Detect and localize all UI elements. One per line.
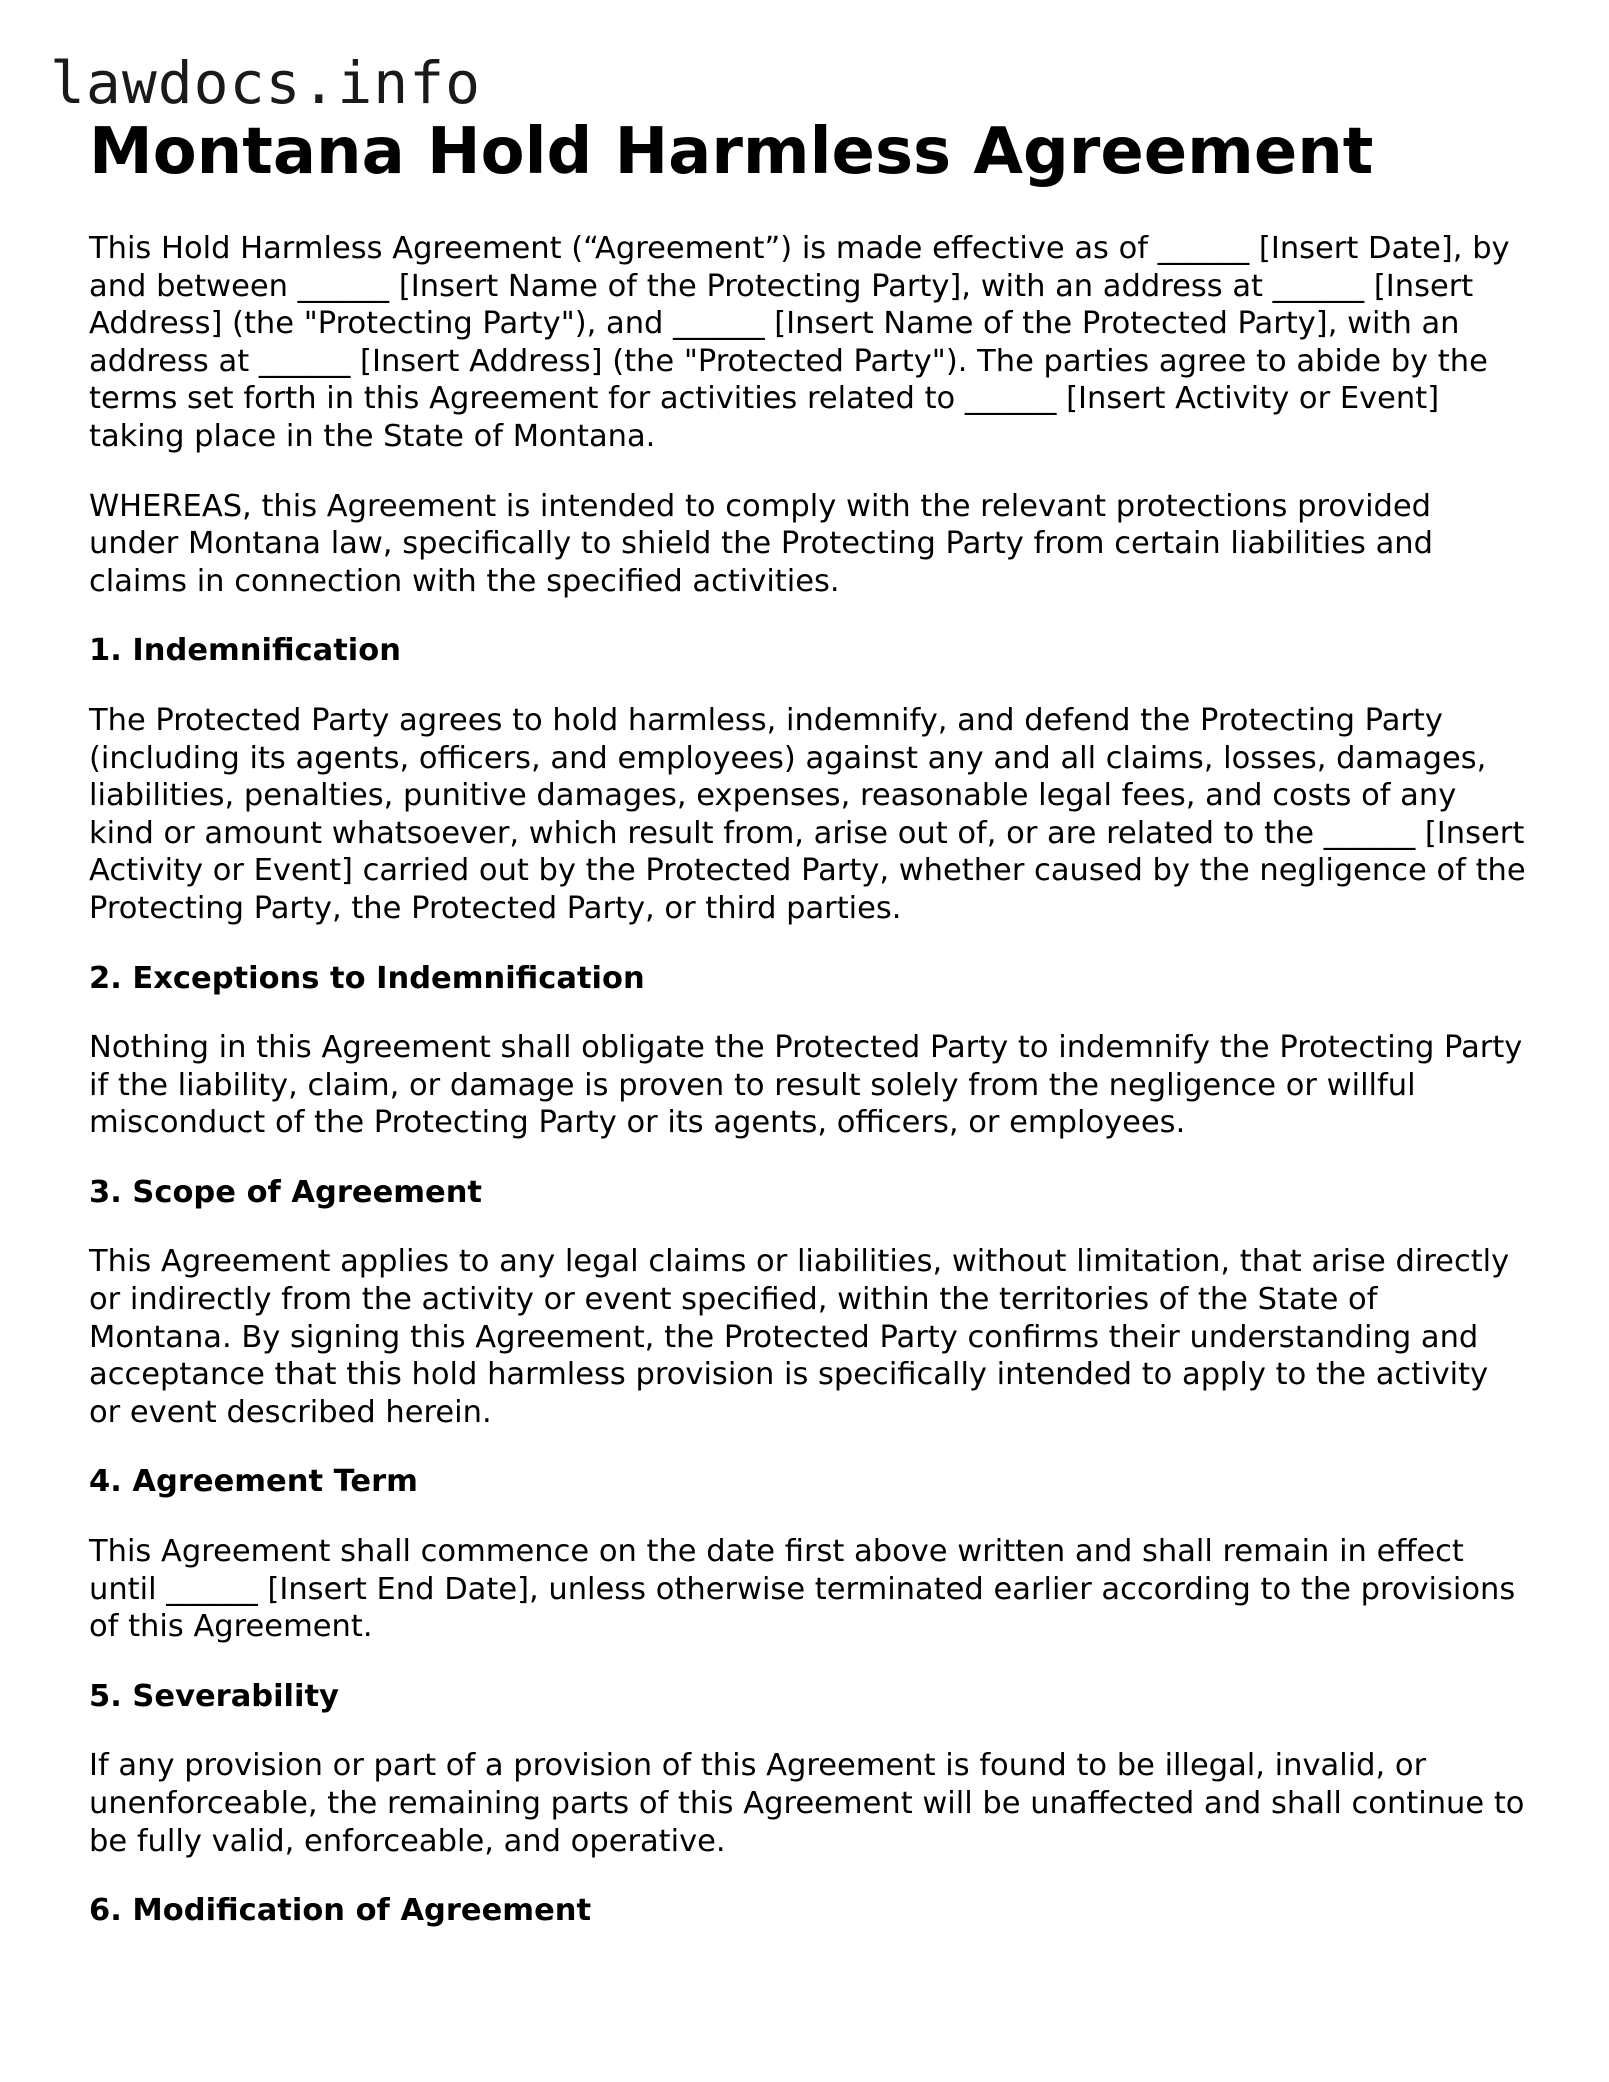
intro-paragraph: This Hold Harmless Agreement (“Agreement”) is made effective as of ______ [Insert Date], by and between ______ [Insert Name of the Protecting Party], with an address at ______ [Insert Address] (the "Protecting Party"), and ______ [Insert Name of the Protected Party], with an address at ______ [Insert Address] (the "Protected Party"). The parties agree to abide by the terms set forth in this Agreement for activities related to ______ [Insert Activity or Event] taking place in the State of Montana. (89, 231, 1510, 454)
section-heading-term: 4. Agreement Term (89, 1464, 418, 1500)
section-body-indemnification: The Protected Party agrees to hold harmless, indemnify, and defend the Protecting Party (including its agents, officers, and employees) against any and all claims, losses, damages, liabilities, penalties, punitive damages, expenses, reasonable legal fees, and costs of any kind or amount whatsoever, which result from, arise out of, or are related to the ______ [Insert Activity or Event] carried out by the Protected Party, whether caused by the negligence of the Protecting Party, the Protected Party, or third parties. (89, 702, 1526, 926)
section-body-severability: If any provision or part of a provision of this Agreement is found to be illegal, invalid, or unenforceable, the remaining parts of this Agreement will be unaffected and shall continue to be fully valid, enforceable, and operative. (89, 1748, 1525, 1859)
section-heading-scope: 3. Scope of Agreement (89, 1174, 483, 1210)
watermark: lawdocs.info (50, 49, 482, 117)
section-heading-indemnification: 1. Indemnification (89, 633, 401, 669)
section-heading-severability: 5. Severability (89, 1678, 339, 1714)
document-title: Montana Hold Harmless Agreement (89, 115, 1374, 189)
whereas-paragraph: WHEREAS, this Agreement is intended to comply with the relevant protections provided under Montana law, specifically to shield the Protecting Party from certain liabilities and claims in connection with the specified activities. (89, 488, 1433, 599)
section-body-exceptions: Nothing in this Agreement shall obligate the Protected Party to indemnify the Protecting Party if the liability, claim, or damage is proven to result solely from the negligence or willful misconduct of the Protecting Party or its agents, officers, or employees. (89, 1030, 1523, 1141)
section-heading-exceptions: 2. Exceptions to Indemnification (89, 960, 645, 996)
document-page (89, 112, 1529, 1962)
section-body-scope: This Agreement applies to any legal claims or liabilities, without limitation, that arise directly or indirectly from the activity or event specified, within the territories of the State of Montana. By signing this Agreement, the Protected Party confirms their understanding and acceptance that this hold harmless provision is specifically intended to apply to the activity or event described herein. (89, 1244, 1510, 1430)
section-heading-modification: 6. Modification of Agreement (89, 1893, 592, 1929)
section-body-term: This Agreement shall commence on the date first above written and shall remain in effect until ______ [Insert End Date], unless otherwise terminated earlier according to the provisions of this Agreement. (89, 1534, 1516, 1645)
